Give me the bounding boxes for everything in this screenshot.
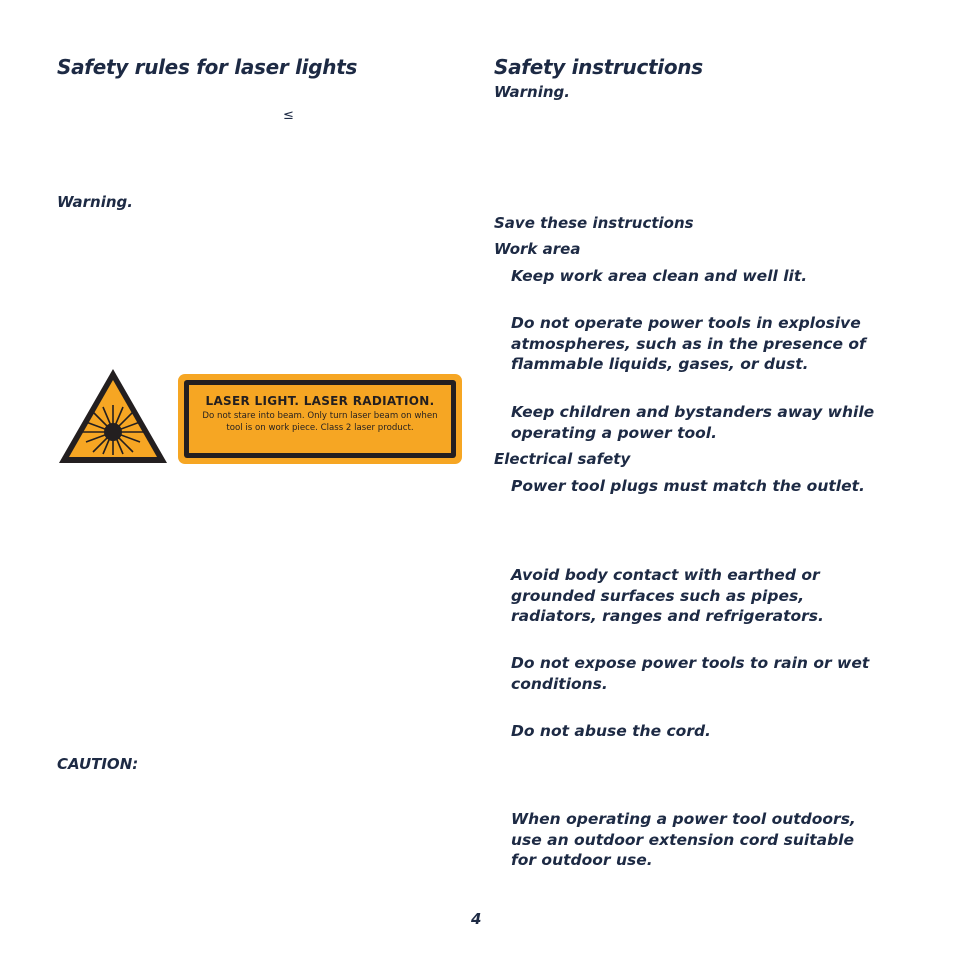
work-area-item: Do not operate power tools in explosive atmospheres, such as in the presence of flammable liquids, gases, or dust.	[511, 314, 866, 373]
electrical-safety-item: Avoid body contact with earthed or grounded surfaces such as pipes, radiators, ranges and refrigerators.	[511, 566, 824, 625]
work-area-item: Keep work area clean and well lit.	[511, 267, 808, 285]
laser-warning-triangle-icon	[56, 366, 170, 466]
electrical-safety-item: Do not expose power tools to rain or wet conditions.	[511, 654, 870, 693]
left-section-title: Safety rules for laser lights	[57, 55, 358, 79]
work-area-heading: Work area	[494, 240, 581, 258]
page-number: 4	[471, 910, 482, 928]
electrical-safety-heading: Electrical safety	[494, 450, 631, 468]
save-instructions-heading: Save these instructions	[494, 214, 694, 232]
laser-label-frame	[184, 380, 456, 458]
laser-label-title: LASER LIGHT. LASER RADIATION.	[205, 394, 435, 408]
electrical-safety-item: When operating a power tool outdoors, use an outdoor extension cord suitable for outdoor use.	[511, 810, 856, 869]
less-equal-symbol: ≤	[283, 108, 294, 123]
laser-label-text: Do not stare into beam. Only turn laser beam on when tool is on work piece. Class 2 laser product.	[202, 411, 438, 433]
electrical-safety-item: Do not abuse the cord.	[511, 722, 711, 740]
laser-label-face	[189, 385, 451, 453]
right-warning-label: Warning.	[494, 83, 570, 101]
right-section-title: Safety instructions	[494, 55, 703, 79]
electrical-safety-item: Power tool plugs must match the outlet.	[511, 477, 865, 495]
left-warning-label: Warning.	[57, 193, 133, 211]
laser-warning-label	[178, 374, 462, 464]
work-area-item: Keep children and bystanders away while operating a power tool.	[511, 403, 875, 442]
left-caution-label: CAUTION:	[57, 755, 139, 773]
